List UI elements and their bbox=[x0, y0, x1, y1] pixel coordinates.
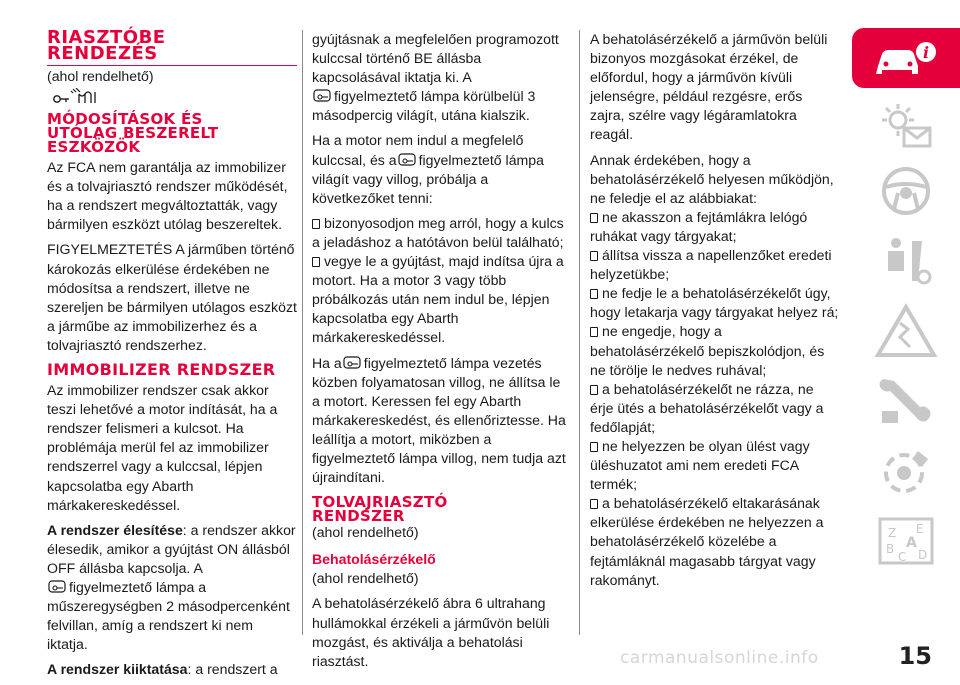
main-title-line2: RENDEZÉS bbox=[47, 43, 158, 64]
immobilizer-key-icon bbox=[51, 88, 99, 106]
bullet-text: ne helyezzen be olyan ülést vagy üléshuzatot ami nem eredeti FCA termék; bbox=[590, 437, 810, 493]
bullet-icon bbox=[312, 219, 320, 229]
column-divider-1 bbox=[302, 30, 303, 635]
bullet-text: ne fedje le a behatolásérzékelőt úgy, hogy letakarja vagy tárgyakat helyez rá; bbox=[590, 285, 839, 321]
bullet-icon bbox=[590, 213, 598, 223]
tech-data-icon bbox=[874, 443, 938, 499]
bullet-icon bbox=[312, 257, 320, 267]
no-start-text-b: figyelmeztető lámpa világít vagy villog, próbálja a következőket tenni: bbox=[312, 151, 544, 206]
bullet-item bbox=[590, 380, 840, 437]
availability-note: (ahol rendelhető) bbox=[312, 524, 419, 541]
column-1 bbox=[47, 27, 297, 685]
paragraph-immobilizer: Az immobilizer rendszer csak akkor teszi lehetővé a motor indítását, ha a rendszer felismeri a kulcsot. Ha problémája merül fel az immobilizer rendszerrel vagy a kulccsal, lépjen kapcsolatba egy Abarth márkakereskedéssel. bbox=[47, 382, 278, 513]
paragraph-arming-cont bbox=[47, 578, 297, 654]
paragraph-warning: FIGYELMEZTETÉS A járműben történő károkozás elkerülése érdekében ne módosítsa a rendszert, illetve ne szereljen be bármilyen utólagos eszközt a járműbe az immobilizerhez és a tolvajriasztó rendszerhez. bbox=[47, 241, 297, 353]
tab-car-info[interactable] bbox=[852, 28, 960, 88]
bullet-item bbox=[590, 208, 840, 246]
intrusion-sensor-title: Behatolásérzékelő bbox=[312, 551, 436, 568]
emergency-icon bbox=[874, 303, 938, 359]
svg-text:Z: Z bbox=[888, 526, 897, 540]
maintenance-icon bbox=[874, 373, 938, 429]
bullet-item bbox=[590, 322, 840, 379]
paragraph-blinking bbox=[312, 354, 572, 488]
bullet-item bbox=[590, 246, 840, 284]
svg-text:E: E bbox=[916, 522, 924, 536]
paragraph-disarming bbox=[47, 660, 297, 679]
bullet-item bbox=[312, 214, 572, 252]
section-modifications-line1: MÓDOSÍTÁSOK ÉS bbox=[47, 110, 203, 129]
car-info-icon bbox=[870, 36, 942, 80]
paragraph-no-start bbox=[312, 131, 572, 207]
section-alarm-title bbox=[312, 493, 572, 526]
section-modifications-title bbox=[47, 110, 297, 157]
disarming-text: : a rendszert a bbox=[187, 661, 278, 678]
section-immobilizer-title: IMMOBILIZER RENDSZER bbox=[47, 360, 276, 380]
ignition-text-a: gyújtásnak a megfelelően programozott kulccsal történő BE állásba kapcsolásával iktatja ki. A bbox=[312, 31, 559, 86]
bullet-item bbox=[312, 252, 572, 347]
section-alarm-line2: RENDSZER bbox=[312, 507, 405, 526]
paragraph-arming bbox=[47, 521, 297, 578]
section-modifications-line3: ESZKÖZÖK bbox=[47, 138, 141, 157]
section-modifications-line2: UTÓLAG BESZERELT bbox=[47, 124, 219, 143]
bullet-item bbox=[590, 284, 840, 322]
seatbelt-icon bbox=[874, 233, 938, 289]
section-alarm-line1: TOLVAJRIASZTÓ bbox=[312, 493, 448, 512]
immobilizer-lamp-icon bbox=[47, 579, 69, 595]
column-divider-2 bbox=[579, 30, 580, 635]
bullet-icon bbox=[590, 327, 598, 337]
paragraph-sensor-tips: Annak érdekében, hogy a behatolásérzékelő helyesen működjön, ne feledje el az alábbiakat: bbox=[590, 151, 834, 206]
svg-text:A: A bbox=[906, 535, 917, 551]
availability-note: (ahol rendelhető) bbox=[312, 570, 419, 587]
bullet-icon bbox=[590, 442, 598, 452]
blinking-text-a: Ha a bbox=[312, 354, 342, 371]
immobilizer-lamp-icon bbox=[397, 152, 419, 168]
bullet-text: a behatolásérzékelő eltakarásának elkerülése érdekében ne helyezzen a behatolásérzékelő közelébe a fejtámláknál magasabb tárgyat vagy rakományt. bbox=[590, 495, 824, 588]
arming-text-2: figyelmeztető lámpa a műszeregységben 2 másodpercenként felvillan, amíg a rendszert ki nem iktatja. bbox=[47, 578, 290, 653]
bullet-icon bbox=[590, 289, 598, 299]
bullet-text: ne akasszon a fejtámlákra lelógó ruhákat vagy tárgyakat; bbox=[590, 208, 808, 244]
bullet-icon bbox=[590, 499, 598, 509]
column-2 bbox=[312, 30, 572, 677]
bullet-text: vegye le a gyújtást, majd indítsa újra a motort. Ha a motor 3 vagy több próbálkozás után nem indul be, lépjen kapcsolatba egy Abarth márkakereskedéssel. bbox=[312, 253, 564, 346]
column-3 bbox=[590, 30, 840, 596]
disarming-label: A rendszer kiiktatása bbox=[47, 661, 188, 678]
svg-text:B: B bbox=[886, 542, 895, 556]
page-number: 15 bbox=[898, 642, 932, 670]
steering-wheel-icon bbox=[874, 163, 938, 219]
no-start-text-a: Ha a motor nem indul a megfelelő kulccsal, és a bbox=[312, 132, 524, 168]
bullet-text: bizonyosodjon meg arról, hogy a kulcs a jeladáshoz a hatótávon belül található; bbox=[312, 214, 564, 250]
main-title-line1: RIASZTÓBE bbox=[47, 27, 166, 48]
bullet-icon bbox=[590, 385, 598, 395]
blinking-text-b: figyelmeztető lámpa vezetés közben folyamatosan villog, ne állítsa le a motort. Keressen fel egy Abarth márkakereskedést, és ellenőriztesse. Ha leállítja a motort, miközben a figyelmeztető lámpa villog, nem tudja azt újraindítani. bbox=[312, 354, 566, 486]
ignition-text-b: figyelmeztető lámpa körülbelül 3 másodpercig világít, utána kialszik. bbox=[312, 88, 536, 124]
paragraph-intrusion: A behatolásérzékelő ábra 6 ultrahang hullámokkal érzékeli a járművön belüli mozgást, és aktiválja a behatolási riasztást. bbox=[312, 595, 550, 669]
bullet-icon bbox=[590, 251, 598, 261]
chapter-sidebar bbox=[852, 28, 960, 608]
index-icon bbox=[874, 513, 938, 569]
paragraph-sensor-behavior: A behatolásérzékelő a járművön belüli bizonyos mozgásokat érzékel, de előfordul, hogy a járművön kívüli jelenségre, például rezgésre, erős zajra, szélre vagy légáramlatokra reagál. bbox=[590, 31, 828, 143]
arming-label: A rendszer élesítése bbox=[47, 521, 183, 538]
availability-note: (ahol rendelhető) bbox=[47, 68, 154, 84]
bullet-item bbox=[590, 494, 840, 589]
warning-lights-icon bbox=[874, 98, 938, 154]
watermark: carmanualsonline.info bbox=[620, 648, 819, 668]
svg-text:D: D bbox=[918, 548, 928, 562]
bullet-item bbox=[590, 437, 840, 494]
bullet-text: a behatolásérzékelőt ne rázza, ne érje ütés a behatolásérzékelőt vagy a fedőlapját; bbox=[590, 380, 824, 435]
arming-text: : a rendszer akkor élesedik, amikor a gyújtást ON állásból OFF állásba kapcsolja. A bbox=[47, 521, 296, 576]
title-rule bbox=[47, 65, 297, 66]
paragraph-fca: Az FCA nem garantálja az immobilizer és a tolvajriasztó rendszer működését, ha a rendszert megváltoztatták, vagy bármilyen eszközt utólag beszereltek. bbox=[47, 159, 288, 233]
immobilizer-lamp-icon bbox=[312, 88, 334, 104]
bullet-text: ne engedje, hogy a behatolásérzékelő bepiszkolódjon, és ne törölje le nedves ruhával; bbox=[590, 323, 825, 378]
immobilizer-lamp-icon bbox=[342, 355, 364, 371]
svg-text:C: C bbox=[898, 550, 907, 564]
svg-text:i: i bbox=[922, 43, 930, 62]
bullet-text: állítsa vissza a napellenzőket eredeti helyzetükbe; bbox=[590, 247, 832, 283]
paragraph-ignition bbox=[312, 30, 572, 125]
